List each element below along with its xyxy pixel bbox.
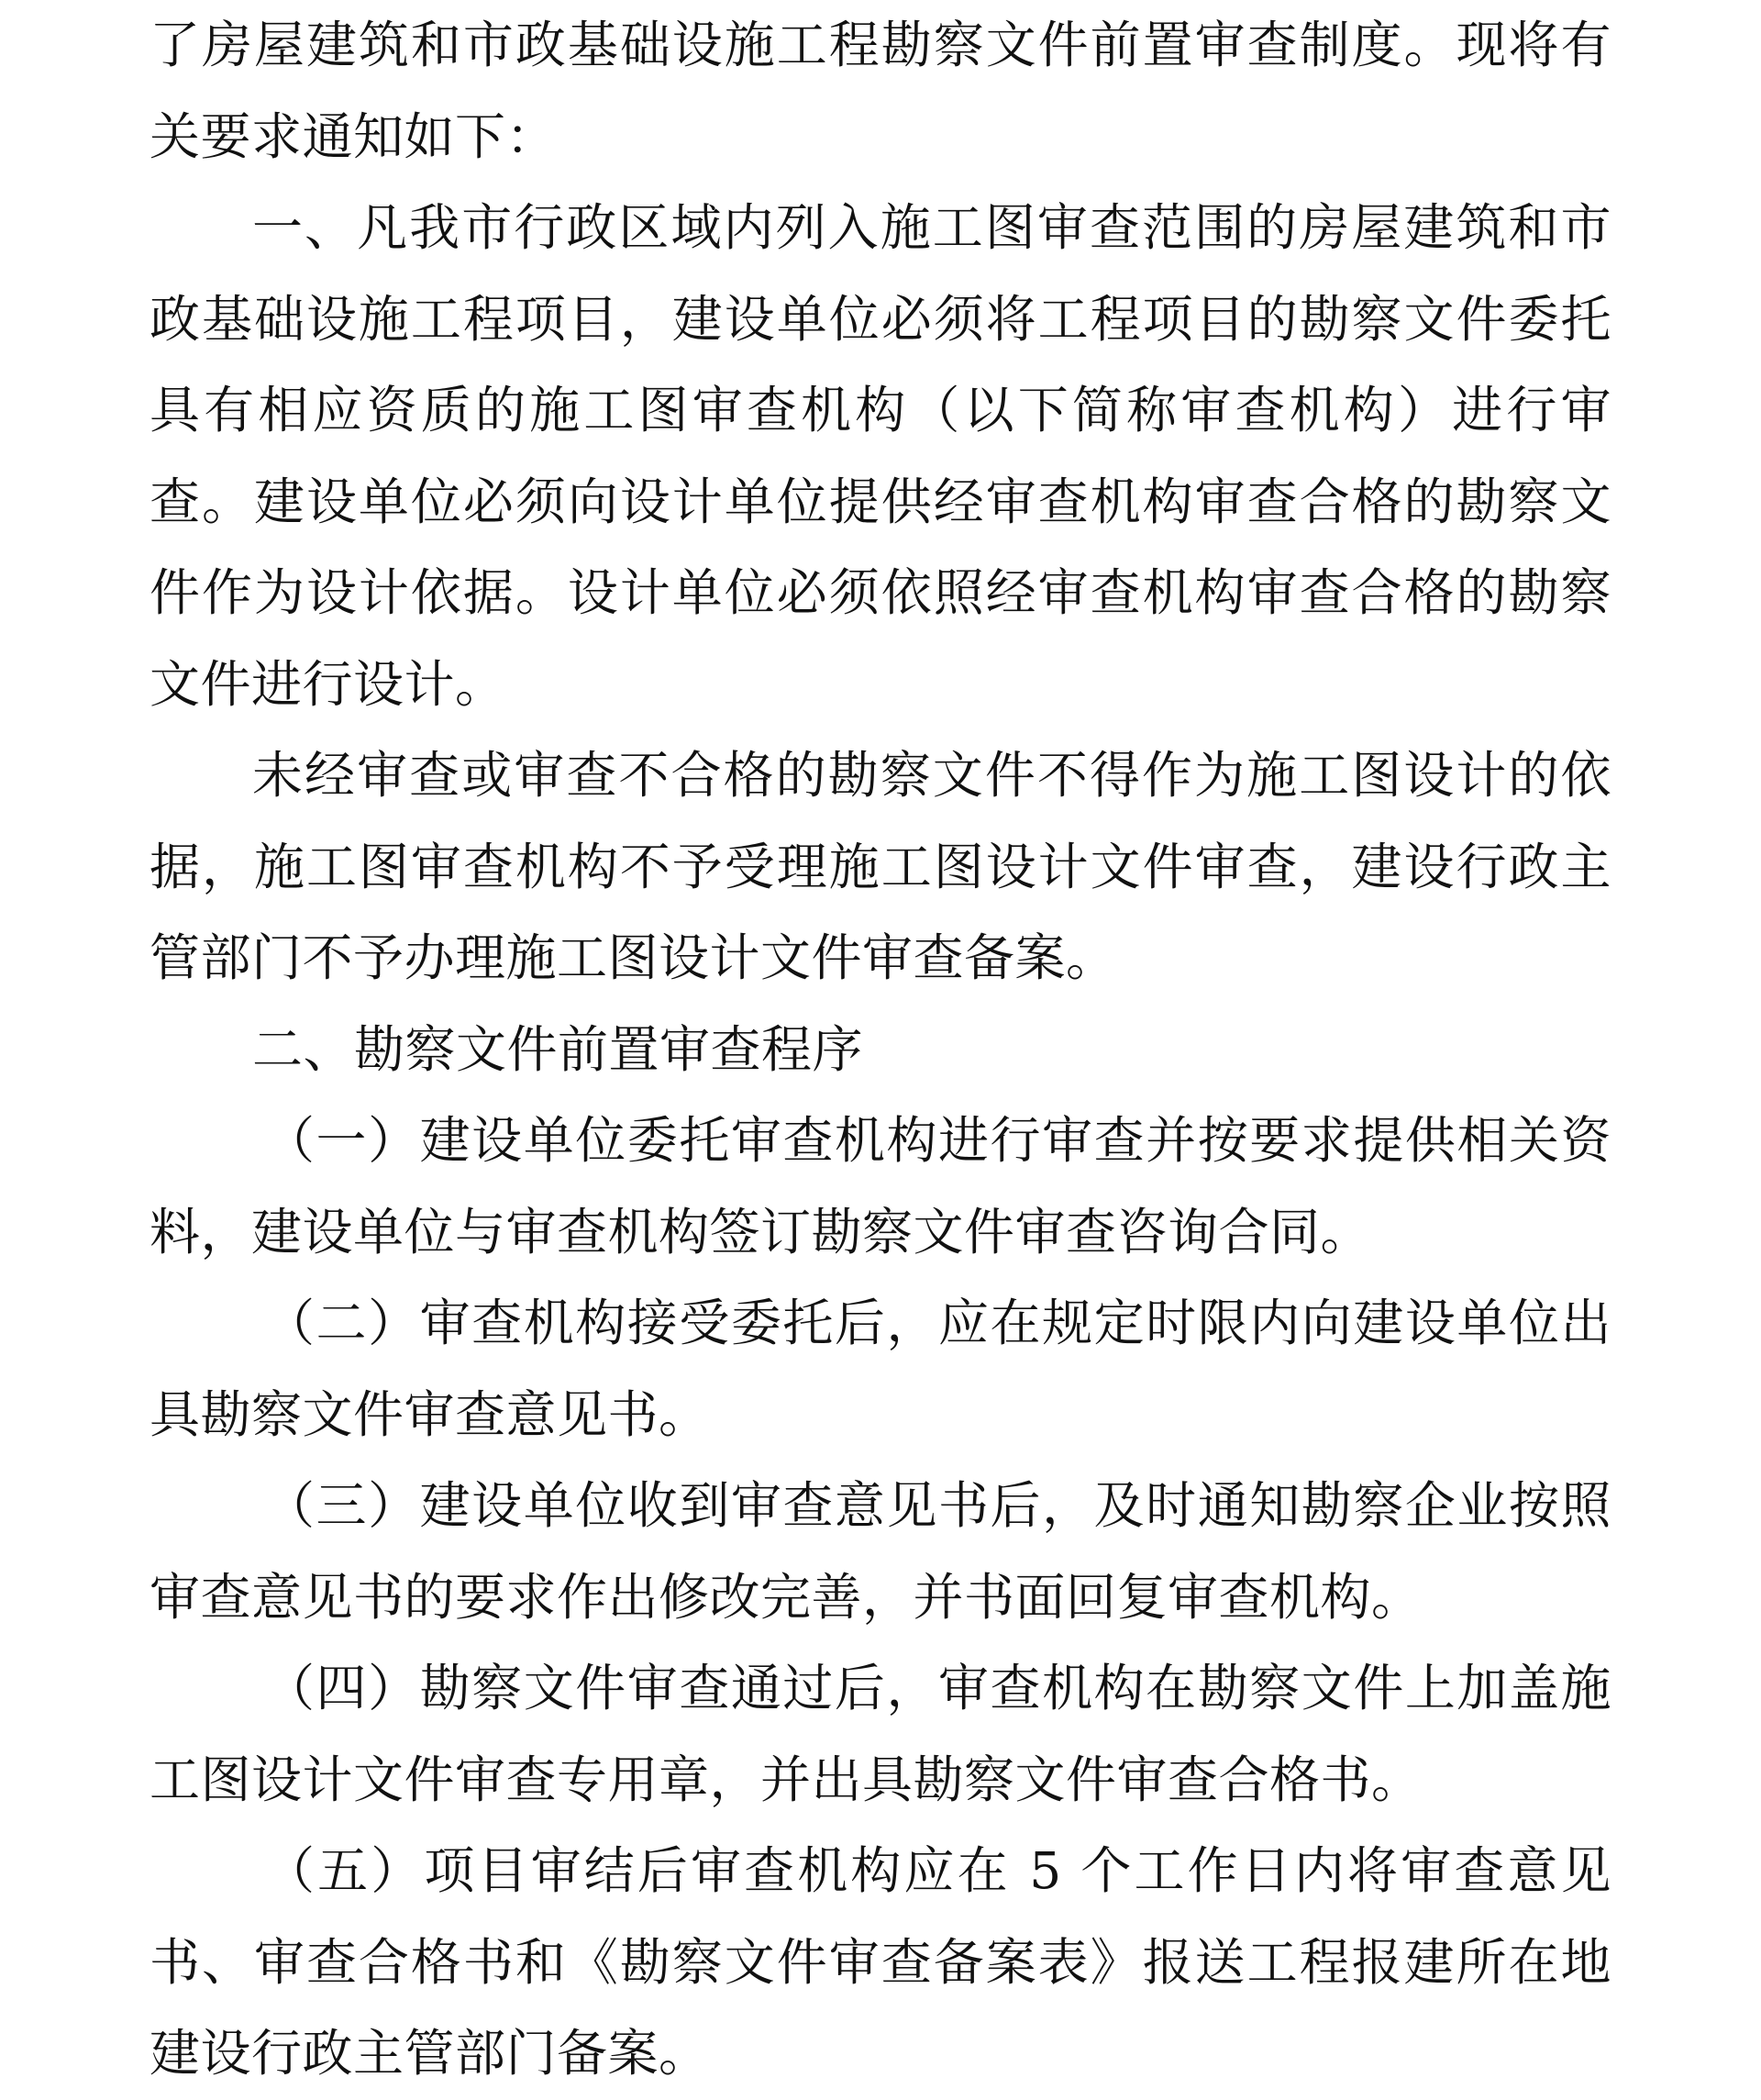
paragraph-step-5: （五）项目审结后审查机构应在 5 个工作日内将审查意见书、审查合格书和《勘察文件审查备案表》报送工程报建所在地建设行政主管部门备案。	[150, 1841, 1611, 2083]
paragraph-step-1: （一）建设单位委托审查机构进行审查并按要求提供相关资料，建设单位与审查机构签订勘察文件审查咨询合同。	[150, 1111, 1611, 1261]
heading-section-two: 二、勘察文件前置审查程序	[252, 1019, 864, 1079]
paragraph-step-3: （三）建设单位收到审查意见书后，及时通知勘察企业按照审查意见书的要求作出修改完善，并书面回复审查机构。	[150, 1476, 1611, 1627]
paragraph-intro-continuation: 了房屋建筑和市政基础设施工程勘察文件前置审查制度。现将有关要求通知如下：	[150, 16, 1611, 166]
paragraph-section-one: 一、凡我市行政区域内列入施工图审查范围的房屋建筑和市政基础设施工程项目，建设单位必须将工程项目的勘察文件委托具有相应资质的施工图审查机构（以下简称审查机构）进行审查。建设单位必须向设计单位提供经审查机构审查合格的勘察文件作为设计依据。设计单位必须依照经审查机构审查合格的勘察文件进行设计。	[150, 198, 1611, 714]
paragraph-unreviewed-files: 未经审查或审查不合格的勘察文件不得作为施工图设计的依据，施工图审查机构不予受理施工图设计文件审查，建设行政主管部门不予办理施工图设计文件审查备案。	[150, 746, 1611, 987]
document-body	[150, 0, 1611, 2100]
paragraph-step-4: （四）勘察文件审查通过后，审查机构在勘察文件上加盖施工图设计文件审查专用章，并出具勘察文件审查合格书。	[150, 1659, 1611, 1809]
paragraph-step-2: （二）审查机构接受委托后，应在规定时限内向建设单位出具勘察文件审查意见书。	[150, 1294, 1611, 1444]
